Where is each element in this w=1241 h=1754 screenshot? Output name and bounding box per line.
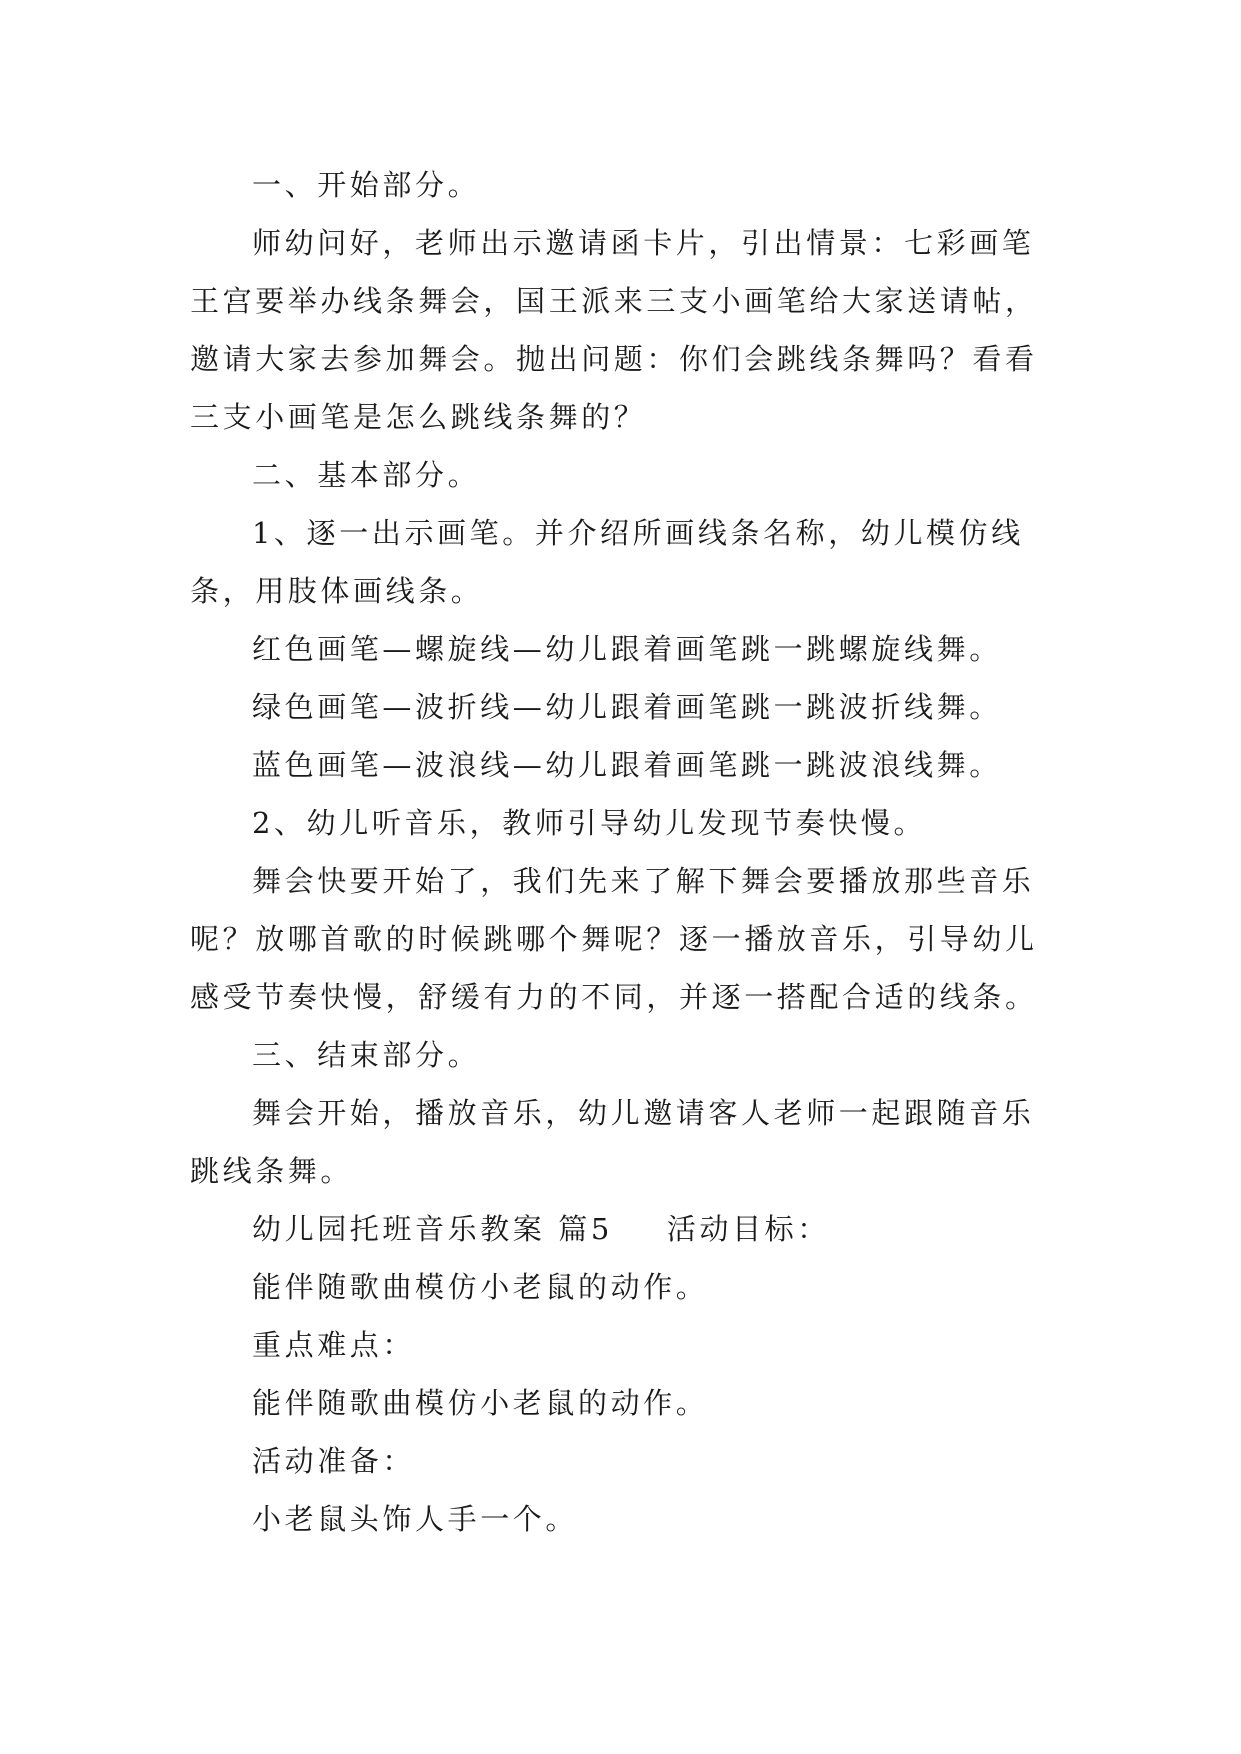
paragraph-line: 感受节奏快慢，舒缓有力的不同，并逐一搭配合适的线条。 — [190, 980, 1038, 1014]
paragraph-line: 活动准备： — [252, 1444, 416, 1478]
paragraph-line: 舞会开始，播放音乐，幼儿邀请客人老师一起跟随音乐 — [252, 1096, 1035, 1130]
paragraph-line: 跳线条舞。 — [190, 1154, 354, 1188]
document-body — [190, 156, 1070, 1548]
paragraph-line: 师幼问好，老师出示邀请函卡片，引出情景：七彩画笔 — [252, 226, 1035, 260]
paragraph-line: 小老鼠头饰人手一个。 — [252, 1502, 579, 1536]
paragraph-line: 邀请大家去参加舞会。抛出问题：你们会跳线条舞吗？看看 — [190, 342, 1038, 376]
paragraph-line: 条，用肢体画线条。 — [190, 574, 484, 608]
paragraph-line: 蓝色画笔—波浪线—幼儿跟着画笔跳一跳波浪线舞。 — [252, 748, 1002, 782]
section-heading-end: 三、结束部分。 — [252, 1038, 481, 1072]
paragraph-line: 呢？放哪首歌的时候跳哪个舞呢？逐一播放音乐，引导幼儿 — [190, 922, 1038, 956]
paragraph-line: 能伴随歌曲模仿小老鼠的动作。 — [252, 1386, 709, 1420]
paragraph-line: 能伴随歌曲模仿小老鼠的动作。 — [252, 1270, 709, 1304]
paragraph-line: 舞会快要开始了，我们先来了解下舞会要播放那些音乐 — [252, 864, 1035, 898]
paragraph-line: 三支小画笔是怎么跳线条舞的？ — [190, 400, 647, 434]
paragraph-line: 红色画笔—螺旋线—幼儿跟着画笔跳一跳螺旋线舞。 — [252, 632, 1002, 666]
paragraph-line: 重点难点： — [252, 1328, 416, 1362]
paragraph-line: 王宫要举办线条舞会，国王派来三支小画笔给大家送请帖， — [190, 284, 1038, 318]
section-heading-start: 一、开始部分。 — [252, 168, 481, 202]
paragraph-line: 绿色画笔—波折线—幼儿跟着画笔跳一跳波折线舞。 — [252, 690, 1002, 724]
section-heading-basic: 二、基本部分。 — [252, 458, 481, 492]
activity-goal-label: 活动目标： — [666, 1212, 830, 1246]
paragraph-line: 1、逐一出示画笔。并介绍所画线条名称，幼儿模仿线 — [252, 516, 1024, 550]
lesson-plan-title: 幼儿园托班音乐教案 篇5 — [252, 1212, 613, 1246]
lesson-plan-heading — [190, 1200, 1070, 1258]
paragraph-line: 2、幼儿听音乐，教师引导幼儿发现节奏快慢。 — [252, 806, 927, 840]
